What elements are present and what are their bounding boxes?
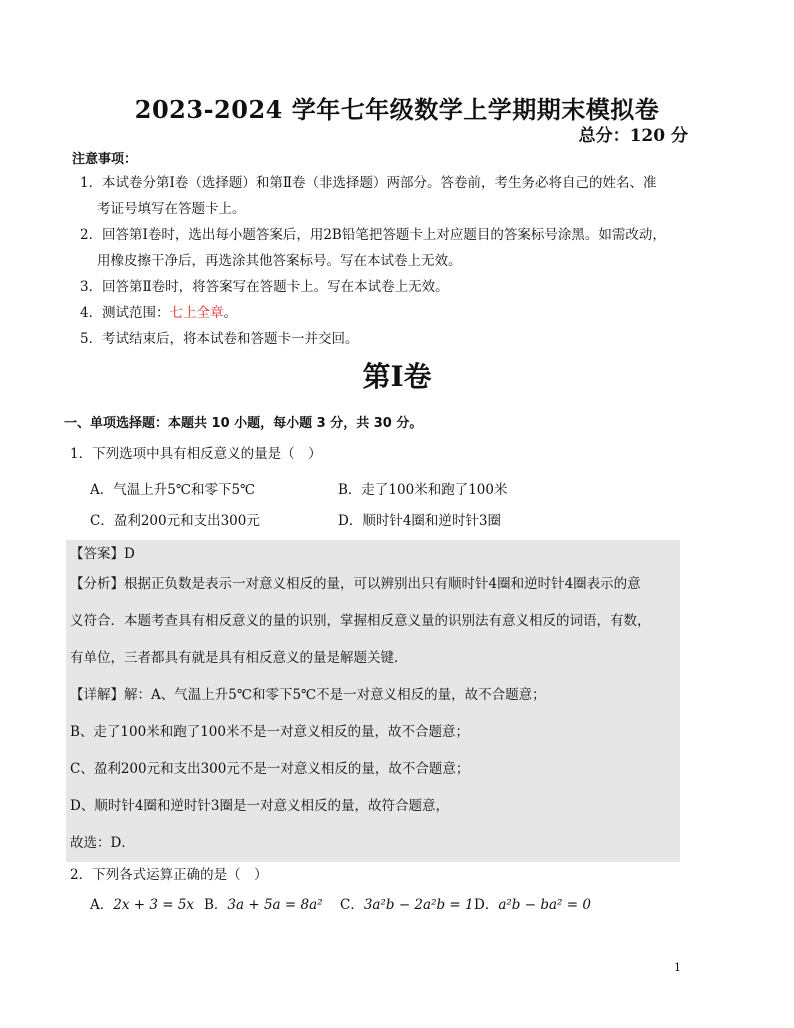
- answer-key: 【答案】D: [70, 546, 135, 562]
- q2-option-b: [204, 893, 323, 913]
- q1-option-a: A．气温上升5℃和零下5℃: [90, 482, 256, 498]
- volume-heading: 第Ⅰ卷: [362, 360, 432, 393]
- note-text: 回答第Ⅰ卷时，选出每小题答案后，用2B铅笔把答题卡上对应题目的答案标号涂黑。如需改动，: [102, 227, 666, 243]
- page-number: 1: [674, 961, 681, 974]
- option-formula: 3a + 5a = 8a²: [227, 897, 323, 913]
- note-text: 回答第Ⅱ卷时，将答案写在答题卡上。写在本试卷上无效。: [102, 279, 449, 295]
- note-number: 4．: [80, 305, 103, 321]
- q1-option-b: B．走了100米和跑了100米: [338, 482, 508, 498]
- detail-line-1: 【详解】解：A、气温上升5℃和零下5℃不是一对意义相反的量，故不合题意；: [70, 687, 546, 703]
- option-formula: a²b − ba² = 0: [498, 897, 591, 913]
- analysis-line-1: 【分析】根据正负数是表示一对意义相反的量，可以辨别出只有顺时针4圈和逆时针4圈表示的意: [70, 576, 641, 592]
- analysis-line-2: 义符合．本题考查具有相反意义的量的识别，掌握相反意义量的识别法有意义相反的词语，有数，: [70, 613, 651, 629]
- detail-line-4: D、顺时针4圈和逆时针3圈是一对意义相反的量，故符合题意，: [70, 798, 450, 814]
- option-label: B．: [204, 897, 228, 913]
- q2-option-c: [340, 893, 474, 913]
- note-number: 3．: [80, 279, 103, 295]
- note-item-1: [80, 170, 700, 222]
- section-heading: 一、单项选择题：本题共 10 小题，每小题 3 分，共 30 分。: [64, 416, 423, 431]
- option-label: A．: [90, 897, 114, 913]
- exam-title: 2023-2024 学年七年级数学上学期期末模拟卷: [134, 95, 660, 124]
- q2-option-a: [90, 893, 194, 913]
- note-item-3: [80, 274, 700, 300]
- total-score: 总分：120 分: [578, 126, 688, 146]
- note-number: 1．: [80, 175, 103, 191]
- analysis-line-3: 有单位，三者都具有就是具有相反意义的量是解题关键．: [70, 650, 408, 666]
- note-text: 本试卷分第Ⅰ卷（选择题）和第Ⅱ卷（非选择题）两部分。答卷前，考生务必将自己的姓名、准: [102, 175, 657, 191]
- question-2-stem: 2．下列各式运算正确的是（ ）: [70, 867, 268, 883]
- q2-option-d: [474, 893, 591, 913]
- note-number: 5．: [80, 331, 103, 347]
- option-formula: 2x + 3 = 5x: [113, 897, 195, 913]
- note-continuation: 考证号填写在答题卡上。: [97, 201, 246, 217]
- option-label: C．: [340, 897, 364, 913]
- q1-option-d: D．顺时针4圈和逆时针3圈: [338, 513, 502, 529]
- notes-heading: 注意事项：: [72, 152, 138, 167]
- detail-line-3: C、盈利200元和支出300元不是一对意义相反的量，故不合题意；: [70, 761, 470, 777]
- option-label: D．: [474, 897, 499, 913]
- answer-conclusion: 故选：D．: [70, 835, 135, 851]
- question-1-stem: 1．下列选项中具有相反意义的量是（ ）: [70, 446, 322, 462]
- note-end: 。: [223, 305, 237, 321]
- option-formula: 3a²b − 2a²b = 1: [363, 897, 474, 913]
- note-number: 2．: [80, 227, 103, 243]
- note-item-2: [80, 222, 700, 274]
- test-scope: 七上全章: [169, 305, 224, 321]
- note-item-5: [80, 326, 700, 352]
- q1-option-c: C．盈利200元和支出300元: [90, 513, 260, 529]
- detail-line-2: B、走了100米和跑了100米不是一对意义相反的量，故不合题意；: [70, 724, 469, 740]
- note-continuation: 用橡皮擦干净后，再选涂其他答案标号。写在本试卷上无效。: [97, 253, 462, 269]
- note-item-4: [80, 300, 700, 326]
- note-text: 考试结束后，将本试卷和答题卡一并交回。: [102, 331, 359, 347]
- note-text: 测试范围：: [102, 305, 170, 321]
